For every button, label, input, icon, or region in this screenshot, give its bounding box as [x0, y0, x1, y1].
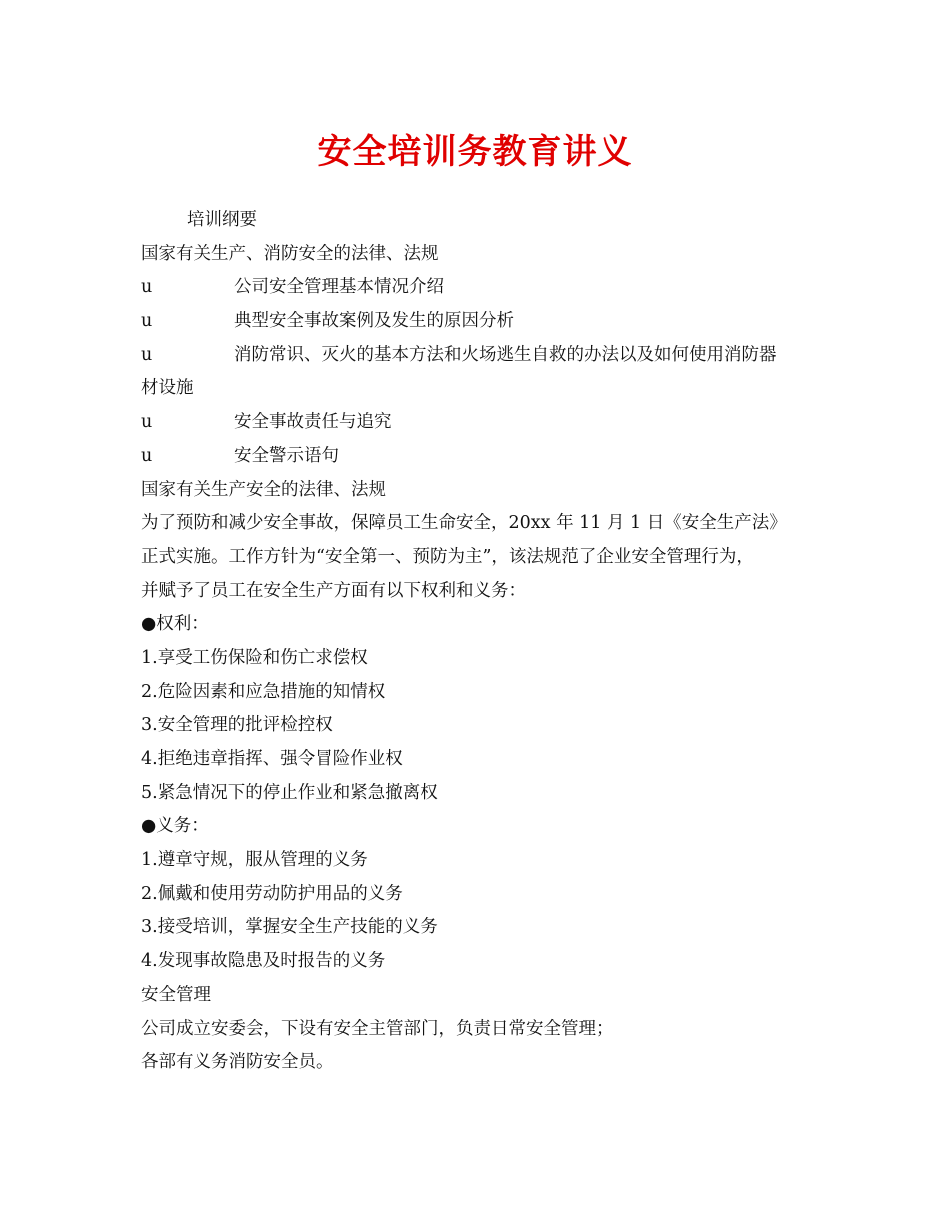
bullet-marker: u: [141, 445, 153, 466]
duties-heading: ●义务：: [141, 816, 209, 837]
bullet-marker: u: [141, 344, 153, 365]
duties-item: 1.遵章守规，服从管理的义务: [141, 850, 368, 871]
paragraph-line: 各部有义务消防安全员。: [141, 1052, 334, 1073]
section-heading-law: 国家有关生产安全的法律、法规: [141, 479, 386, 500]
bullet-marker: u: [141, 311, 153, 332]
outline-item-continuation: 材设施: [141, 378, 194, 399]
rights-item: 1.享受工伤保险和伤亡求偿权: [141, 647, 368, 668]
outline-item-text: 安全事故责任与追究: [234, 412, 392, 433]
outline-heading: 培训纲要: [187, 210, 257, 230]
outline-bullet-item: [141, 440, 821, 474]
section-heading-management: 安全管理: [141, 984, 211, 1005]
outline-bullet-item: [141, 271, 821, 305]
outline-bullet-item: [141, 305, 821, 339]
rights-item: 3.安全管理的批评检控权: [141, 715, 333, 736]
document-body: [141, 204, 821, 1080]
rights-item: 2.危险因素和应急措施的知情权: [141, 681, 386, 702]
outline-item-text: 典型安全事故案例及发生的原因分析: [234, 311, 514, 332]
paragraph-line: 公司成立安委会，下设有安全主管部门，负责日常安全管理；: [141, 1018, 614, 1039]
paragraph-line: 正式实施。工作方针为“安全第一、预防为主”，该法规范了企业安全管理行为，: [141, 546, 754, 567]
bullet-marker: u: [141, 412, 153, 433]
outline-item-text: 公司安全管理基本情况介绍: [234, 277, 444, 298]
duties-item: 3.接受培训，掌握安全生产技能的义务: [141, 917, 438, 938]
outline-bullet-item: [141, 406, 821, 440]
duties-item: 2.佩戴和使用劳动防护用品的义务: [141, 883, 403, 904]
document-title: 安全培训务教育讲义: [317, 132, 633, 172]
outline-item-text: 消防常识、灭火的基本方法和火场逃生自救的办法以及如何使用消防器: [234, 344, 777, 365]
rights-item: 5.紧急情况下的停止作业和紧急撤离权: [141, 782, 438, 803]
paragraph-line: 并赋予了员工在安全生产方面有以下权利和义务：: [141, 580, 526, 601]
outline-bullet-item: [141, 339, 821, 373]
outline-first-item: 国家有关生产、消防安全的法律、法规: [141, 243, 439, 264]
paragraph-line: 为了预防和减少安全事故，保障员工生命安全，20xx 年 11 月 1 日《安全生产法》: [141, 513, 787, 534]
rights-item: 4.拒绝违章指挥、强令冒险作业权: [141, 749, 403, 769]
bullet-marker: u: [141, 277, 153, 298]
rights-heading: ●权利：: [141, 614, 209, 635]
duties-item: 4.发现事故隐患及时报告的义务: [141, 951, 386, 972]
outline-item-text: 安全警示语句: [234, 445, 339, 466]
